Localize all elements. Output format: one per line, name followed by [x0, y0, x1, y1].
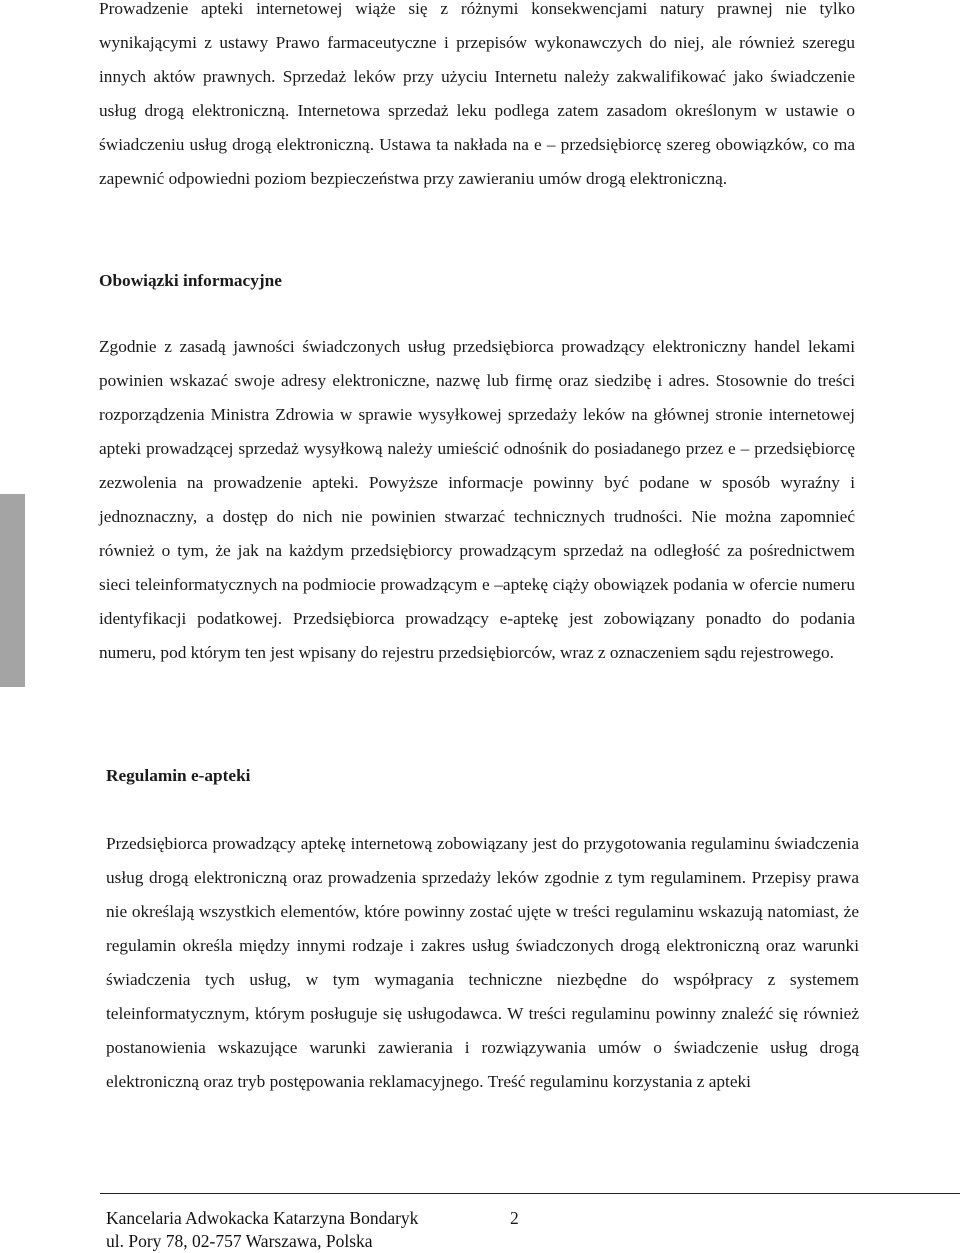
footer-firm-name: Kancelaria Adwokacka Katarzyna Bondaryk — [106, 1208, 419, 1228]
section-heading-obowiazki: Obowiązki informacyjne — [99, 271, 282, 290]
page-number: 2 — [510, 1208, 519, 1228]
footer-address: ul. Pory 78, 02-757 Warszawa, Polska — [106, 1231, 373, 1251]
section-heading-regulamin: Regulamin e-apteki — [106, 766, 251, 785]
side-tab-marker — [0, 494, 25, 687]
paragraph-intro: Prowadzenie apteki internetowej wiąże się z różnymi konsekwencjami natury prawnej nie tylko wynikającymi z ustawy Prawo farmaceutyczne i przepisów wykonawczych do niej, ale również szeregu innych aktów prawnych. Sprzedaż leków przy użyciu Internetu należy zakwalifikować jako świadczenie usług drogą elektroniczną. Internetowa sprzedaż leku podlega zatem zasadom określonym w ustawie o świadczeniu usług drogą elektroniczną. Ustawa ta nakłada na e – przedsiębiorcę szereg obowiązków, co ma zapewnić odpowiedni poziom bezpieczeństwa przy zawieraniu umów drogą elektroniczną. — [99, 0, 855, 188]
paragraph-obowiazki: Zgodnie z zasadą jawności świadczonych usług przedsiębiorca prowadzący elektroniczny handel lekami powinien wskazać swoje adresy elektroniczne, nazwę lub firmę oraz siedzibę i adres. Stosownie do treści rozporządzenia Ministra Zdrowia w sprawie wysyłkowej sprzedaży leków na głównej stronie internetowej apteki prowadzącej sprzedaż wysyłkową należy umieścić odnośnik do posiadanego przez e – przedsiębiorcę zezwolenia na prowadzenie apteki. Powyższe informacje powinny być podane w sposób wyraźny i jednoznaczny, a dostęp do nich nie powinien stwarzać technicznych trudności. Nie można zapomnieć również o tym, że jak na każdym przedsiębiorcy prowadzącym sprzedaż na odległość za pośrednictwem sieci teleinformatycznych na podmiocie prowadzącym e –aptekę ciąży obowiązek podania w ofercie numeru identyfikacji podatkowej. Przedsiębiorca prowadzący e-aptekę jest zobowiązany ponadto do podania numeru, pod którym ten jest wpisany do rejestru przedsiębiorców, wraz z oznaczeniem sądu rejestrowego. — [99, 337, 855, 662]
paragraph-regulamin: Przedsiębiorca prowadzący aptekę internetową zobowiązany jest do przygotowania regulaminu świadczenia usług drogą elektroniczną oraz prowadzenia sprzedaży leków zgodnie z tym regulaminem. Przepisy prawa nie określają wszystkich elementów, które powinny zostać ujęte w treści regulaminu wskazują natomiast, że regulamin określa między innymi rodzaje i zakres usług świadczonych drogą elektroniczną oraz warunki świadczenia tych usług, w tym wymagania techniczne niezbędne do współpracy z systemem teleinformatycznym, którym posługuje się usługodawca. W treści regulaminu powinny znaleźć się również postanowienia wskazujące warunki zawierania i rozwiązywania umów o świadczenie usług drogą elektroniczną oraz tryb postępowania reklamacyjnego. Treść regulaminu korzystania z apteki — [106, 834, 859, 1091]
footer-divider — [100, 1193, 960, 1194]
